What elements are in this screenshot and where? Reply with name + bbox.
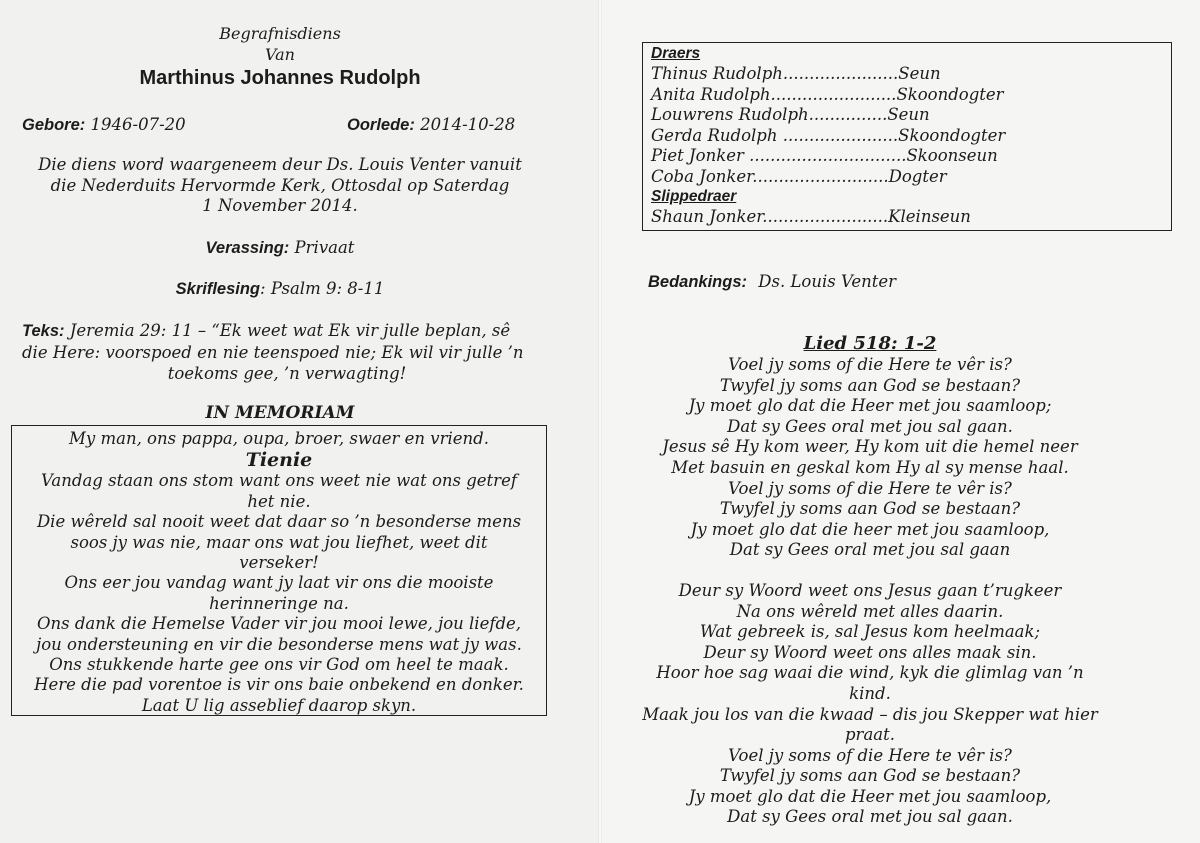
died-date: 2014-10-28	[420, 115, 516, 134]
thanks-label: Bedankings:	[648, 273, 748, 291]
pallbearer-row-dots: ........................	[770, 84, 897, 104]
song-line: Twyfel jy soms aan God se bestaan?	[719, 499, 1021, 519]
song-line: Dat sy Gees oral met jou sal gaan.	[727, 807, 1013, 827]
service-line: 1 November 2014.	[202, 196, 358, 215]
memoriam-box	[11, 425, 547, 716]
song-line: Voel jy soms of die Here te vêr is?	[728, 478, 1012, 498]
pallbearer-row-role: Skoonseun	[906, 146, 998, 165]
song-line: Twyfel jy soms aan God se bestaan?	[719, 766, 1021, 786]
song-line: Hoor hoe sag waai die wind, kyk die glimlag van ’n kind.	[656, 663, 1084, 703]
right-page	[600, 0, 1200, 843]
thanks-row	[648, 272, 896, 292]
song-line: Deur sy Woord weet ons Jesus gaan t’rugkeer	[678, 580, 1062, 600]
reading-row: Skriflesing: Psalm 9: 8-11	[175, 279, 385, 298]
born-label: Gebore	[22, 116, 80, 134]
song-line: Jesus sê Hy kom weer, Hy kom uit die hemel neer	[662, 437, 1078, 457]
pallbearer-row-dots: ..........................	[752, 166, 889, 186]
song-line: praat.	[845, 725, 895, 745]
song-line: Dat sy Gees oral met jou sal gaan	[729, 540, 1011, 560]
slippedraer-heading: Slippedraer	[651, 188, 737, 205]
memoriam-line: Laat U lig asseblief daarop skyn.	[141, 695, 417, 715]
thanks-value: Ds. Louis Venter	[758, 272, 897, 291]
slippedraer-row-name: Shaun Jonker	[651, 207, 763, 226]
slippedraer-row	[651, 207, 1163, 228]
pallbearer-row-role: Seun	[898, 64, 941, 83]
pallbearer-row-role: Skoondogter	[896, 84, 1004, 104]
song-verse-1	[640, 355, 1100, 561]
song-line: Jy moet glo dat die heer met jou saamloop,	[690, 519, 1050, 539]
memoriam-line: Ons dank die Hemelse Vader vir jou mooi lewe, jou liefde,	[36, 614, 522, 634]
pallbearer-row-dots: ......................	[782, 64, 899, 83]
died-row: Oorlede: 2014-10-28	[347, 115, 516, 134]
memoriam-line: Ons eer jou vandag want jy laat vir ons die mooiste	[64, 573, 494, 593]
slippedraer-row-dots: ........................	[762, 207, 889, 226]
memoriam-name: Tienie	[245, 449, 313, 472]
pallbearer-row-dots: ......................	[777, 125, 899, 145]
pallbearer-row	[651, 167, 1163, 188]
song-line: Voel jy soms of die Here te vêr is?	[728, 745, 1012, 765]
page-fold	[598, 0, 602, 843]
text-line: toekoms gee, ’n verwagting!	[167, 364, 407, 383]
memoriam-line: Here die pad vorentoe is vir ons baie onbekend en donker.	[34, 675, 524, 695]
pallbearer-row	[651, 126, 1163, 147]
born-row: Gebore: 1946-07-20	[22, 115, 186, 134]
pallbearer-row	[651, 146, 1163, 167]
died-label: Oorlede	[347, 116, 410, 134]
song-line: Jy moet glo dat die Heer met jou saamloop,	[688, 786, 1052, 806]
pallbearer-row	[651, 64, 1163, 85]
song-line: Met basuin en geskal kom Hy al sy mense haal.	[671, 457, 1069, 477]
pallbearer-row-role: Skoondogter	[898, 125, 1006, 145]
van-label: Van	[265, 45, 295, 64]
text-line: Jeremia 29: 11 – “Ek weet wat Ek vir julle beplan, sê	[69, 321, 511, 340]
song-line: Jy moet glo dat die Heer met jou saamloop;	[688, 396, 1052, 416]
pallbearers-list	[651, 64, 1163, 187]
service-description	[10, 155, 550, 217]
cremation-value: Privaat	[294, 238, 355, 257]
memoriam-line: Ons stukkende harte gee ons vir God om heel te maak.	[49, 655, 509, 675]
memoriam-line: herinneringe na.	[209, 593, 349, 613]
pallbearer-row-name: Louwrens Rudolph	[651, 105, 809, 124]
pallbearer-row-name: Anita Rudolph	[651, 84, 771, 104]
memoriam-line: soos jy was nie, maar ons wat jou liefhet, weet dit	[70, 532, 488, 552]
service-line: die Nederduits Hervormde Kerk, Ottosdal op Saterdag	[50, 175, 510, 195]
song-line: Wat gebreek is, sal Jesus kom heelmaak;	[699, 622, 1041, 642]
text-label: Teks:	[22, 322, 65, 340]
song-line: Voel jy soms of die Here te vêr is?	[728, 355, 1012, 374]
memoriam-line: Vandag staan ons stom want ons weet nie wat ons getref	[41, 471, 517, 491]
song-title: Lied 518: 1-2	[803, 333, 937, 354]
reading-value: Psalm 9: 8-11	[270, 279, 385, 298]
pallbearer-row-name: Thinus Rudolph	[651, 64, 783, 83]
born-date: 1946-07-20	[90, 115, 186, 134]
reading-label: Skriflesing	[175, 280, 261, 298]
pallbearer-row-dots: ...............	[808, 105, 888, 124]
pallbearer-row-name: Gerda Rudolph	[651, 125, 778, 145]
cremation-row: Verassing: Privaat	[205, 238, 355, 257]
pallbearers-heading: Draers	[651, 45, 701, 62]
song-line: Dat sy Gees oral met jou sal gaan.	[727, 416, 1013, 436]
pallbearer-row-role: Seun	[887, 105, 930, 124]
song	[640, 333, 1100, 828]
memoriam-line: Die wêreld sal nooit weet dat daar so ’n besonderse mens	[36, 512, 522, 532]
memoriam-intro: My man, ons pappa, oupa, broer, swaer en vriend.	[69, 429, 489, 448]
pallbearer-row-name: Coba Jonker	[651, 166, 753, 186]
cremation-label: Verassing	[205, 239, 284, 257]
text-line: die Here: voorspoed en nie teenspoed nie; Ek wil vir julle ’n	[22, 343, 524, 362]
song-line: Twyfel jy soms aan God se bestaan?	[719, 375, 1021, 395]
pallbearer-row	[651, 85, 1163, 106]
memoriam-line: verseker!	[239, 553, 319, 573]
pallbearer-row-name: Piet Jonker	[651, 146, 744, 165]
song-line: Na ons wêreld met alles daarin.	[736, 601, 1004, 621]
deceased-name: Marthinus Johannes Rudolph	[139, 67, 421, 89]
service-title: Begrafnisdiens	[219, 24, 341, 43]
service-line: Die diens word waargeneem deur Ds. Louis Venter vanuit	[38, 155, 522, 174]
slippedraer-row-role: Kleinseun	[888, 207, 971, 226]
memoriam-line: jou ondersteuning en vir die besonderse mens wat jy was.	[36, 634, 522, 654]
slippedraer-list	[651, 207, 1163, 228]
memoriam-heading: IN MEMORIAM	[205, 403, 355, 423]
pallbearers-box	[642, 42, 1172, 231]
pallbearer-row	[651, 105, 1163, 126]
text-passage	[22, 320, 552, 384]
song-line: Maak jou los van die kwaad – dis jou Skepper wat hier	[642, 704, 1098, 724]
song-verse-2	[640, 581, 1100, 828]
pallbearer-row-role: Dogter	[888, 166, 947, 186]
memoriam-line: het nie.	[247, 491, 311, 511]
song-line: Deur sy Woord weet ons alles maak sin.	[703, 642, 1037, 662]
pallbearer-row-dots: ..............................	[743, 146, 907, 165]
